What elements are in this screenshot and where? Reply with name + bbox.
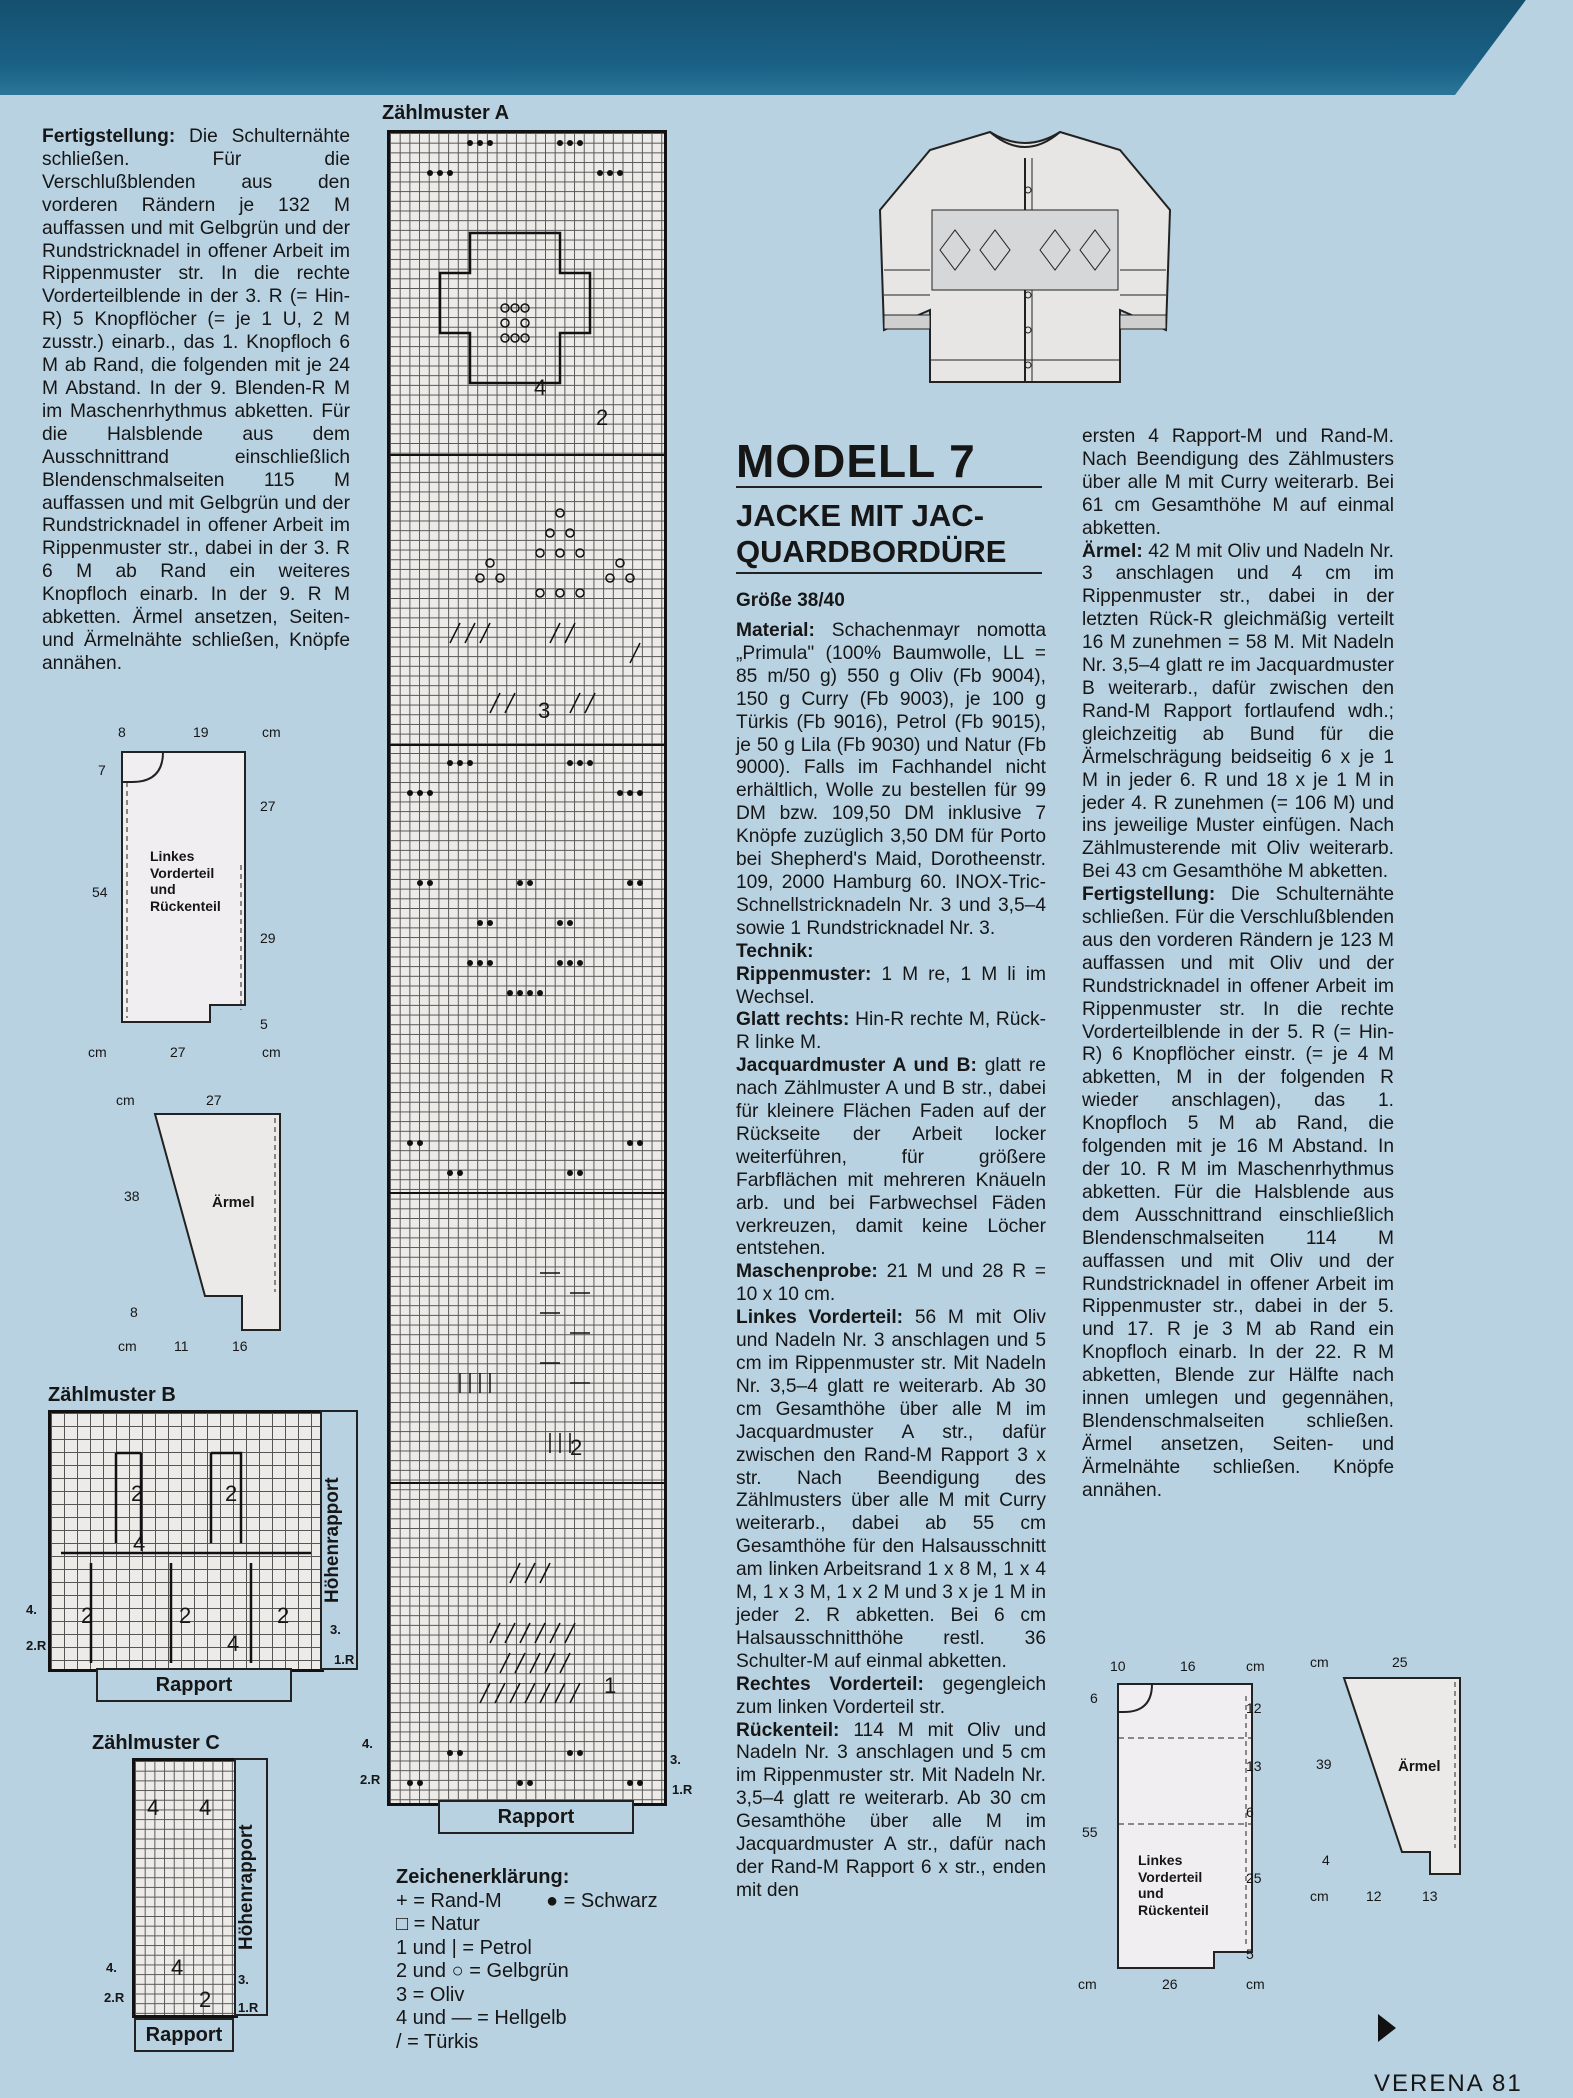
dim-cm-top: cm <box>262 724 281 740</box>
dim-cm-tr: cm <box>1246 1658 1265 1674</box>
glatt-text: Hin-R rechte M, Rück-R linke M. <box>736 1009 1046 1054</box>
chart-a-number: 2 <box>570 1435 583 1460</box>
dim-8-sleeve: 8 <box>130 1304 138 1320</box>
dim-8: 8 <box>118 724 126 740</box>
back-heading: Rückenteil: <box>736 1719 840 1741</box>
label-linkes: Linkes <box>150 848 195 864</box>
finishing-text: Die Schulternähte schließen. Für die Verschlußblenden aus den vorderen Rändern je 123 M auffassen und mit Oliv und der Rundstricknadel in offener Arbeit im Rippenmuster str. In die rechte Vorderteilblende in der 5. R (= Hin-R) 6 Knopflöcher einstr. (= je 4 M abketten, M in der folgenden R wieder anschlagen), das 1. Knopfloch 5 M ab Rand, die folgenden mit je 16 M Abstand. In der 10. R M im Maschenrhythmus abketten. Für die Halsblende aus dem Ausschnittrand einschließlich Blendenschmalseiten 114 M auffassen und mit Oliv und der Rundstricknadel in offener Arbeit im Rippenmuster str., dabei in der 5. und 17. R je 3 M ab Rand ein Knopfloch einarb. In der 22. R M abketten, Blende zur Hälfte nach innen umlegen und gegennähen, Blendenschmalseiten schließen. Ärmel ansetzen, Seiten- und Ärmelnähte schließen. Knöpfe annähen. <box>1082 884 1394 1501</box>
label-und-r: und <box>1138 1885 1164 1901</box>
article-subtitle-line2: QUARDBORDÜRE <box>736 534 1007 569</box>
chart-b-row-3: 3. <box>330 1622 341 1637</box>
back-text: 114 M mit Oliv und Nadeln Nr. 3 anschlagen und 5 cm im Rippenmuster str. Mit Nadeln Nr. 3,5–4 glatt re weiterarb. Ab 30 cm Gesamthöhe über alle M im Jacquardmuster A str., dafür nach der Rand-M Rapport 6 x str., enden mit den <box>736 1719 1046 1901</box>
left-finishing-heading: Fertigstellung: <box>42 126 176 147</box>
article-subtitle <box>736 498 1042 574</box>
right-front-heading: Rechtes Vorderteil: <box>736 1673 924 1695</box>
article-column-2 <box>1082 426 1394 1503</box>
dim-10: 10 <box>1110 1658 1126 1674</box>
chart-a-motif <box>390 133 664 1803</box>
dim-25: 25 <box>1246 1870 1262 1886</box>
legend-item: □ = Natur <box>396 1913 480 1935</box>
chart-c-number: 4 <box>147 1795 160 1820</box>
dim-cm-brb: cm <box>1078 1976 1097 1992</box>
right-sleeve-label: Ärmel <box>1398 1758 1441 1775</box>
chart-c-row-2r: 2.R <box>104 1990 125 2005</box>
chart-b-grid <box>48 1410 324 1672</box>
footer-page: 81 <box>1492 2070 1523 2097</box>
dim-7: 7 <box>98 762 106 778</box>
legend-item: ● = Schwarz <box>546 1889 658 1912</box>
chart-b-row-1r: 1.R <box>334 1652 355 1667</box>
chart-a-grid <box>387 130 667 1806</box>
left-sleeve-label: Ärmel <box>212 1194 255 1211</box>
chart-c-row-1r: 1.R <box>238 2000 259 2015</box>
back-text-cont: ersten 4 Rapport-M und Rand-M. Nach Beendigung des Zählmusters über alle M mit Curry weiterarb. Bei 61 cm Gesamthöhe M auf einmal abketten. <box>1082 426 1394 539</box>
dim-cm-sleeve-b: cm <box>118 1338 137 1354</box>
dim-16r: 16 <box>1180 1658 1196 1674</box>
chart-a-row-4: 4. <box>362 1736 373 1751</box>
chart-b-title: Zählmuster B <box>48 1384 176 1406</box>
gauge-heading: Maschenprobe: <box>736 1261 878 1283</box>
dim-cm-rsb: cm <box>1310 1888 1329 1904</box>
label-vorderteil-r: Vorderteil <box>1138 1868 1203 1885</box>
chart-b-number: 2 <box>179 1603 192 1628</box>
dim-13s: 13 <box>1422 1888 1438 1904</box>
legend-title: Zeichenerklärung: <box>396 1866 570 1888</box>
dim-cm-rs: cm <box>1310 1654 1329 1670</box>
label-rueckenteil-r: Rückenteil <box>1138 1901 1209 1918</box>
chart-a-number: 3 <box>538 698 551 723</box>
chart-b-number: 4 <box>227 1631 240 1656</box>
chart-b-height-repeat: Höhenrapport <box>320 1410 358 1670</box>
continue-arrow-icon <box>1378 2014 1396 2042</box>
legend-item: 2 und ○ = Gelbgrün <box>396 1960 569 1982</box>
chart-b-number: 4 <box>133 1531 146 1556</box>
dim-11: 11 <box>174 1338 189 1354</box>
article-size: Größe 38/40 <box>736 590 845 611</box>
dim-26: 26 <box>1162 1976 1178 1992</box>
legend-item: 3 = Oliv <box>396 1983 465 2006</box>
jacket-illustration <box>870 120 1180 390</box>
chart-a-row-2r: 2.R <box>360 1772 381 1787</box>
chart-c-row-4: 4. <box>106 1960 117 1975</box>
left-finishing-text <box>42 126 350 676</box>
chart-a-number: 2 <box>596 405 609 430</box>
article-title: MODELL 7 <box>736 436 1042 488</box>
right-body-label <box>1138 1852 1209 1918</box>
rippen-text: 1 M re, 1 M li im Wechsel. <box>736 963 1046 1008</box>
chart-b-row-4: 4. <box>26 1602 37 1617</box>
legend-item: / = Türkis <box>396 2030 479 2053</box>
chart-c-number: 4 <box>199 1795 212 1820</box>
jacquard-heading: Jacquardmuster A und B: <box>736 1055 977 1077</box>
dim-39: 39 <box>1316 1756 1332 1772</box>
chart-b-rapport: Rapport <box>96 1668 292 1702</box>
chart-b-number: 2 <box>81 1603 94 1628</box>
chart-b-row-2r: 2.R <box>26 1638 47 1653</box>
chart-b-number: 2 <box>277 1603 290 1628</box>
dim-27-sleeve: 27 <box>206 1092 222 1108</box>
material-heading: Material: <box>736 620 815 641</box>
dim-12s: 12 <box>1366 1888 1382 1904</box>
right-front-text: gegengleich zum linken Vorderteil str. <box>736 1673 1046 1718</box>
dim-27-bottom: 27 <box>170 1044 186 1060</box>
left-front-text: 56 M mit Oliv und Nadeln Nr. 3 anschlagen und 5 cm im Rippenmuster str. Mit Nadeln Nr. 3,5–4 glatt re weiterarb. Ab 30 cm Gesamthöhe über alle M im Jacquardmuster A str., dafür zwischen den Rand-M Rapport 3 x str. Nach Beendigung des Zählmusters über alle M mit Curry weiterarb., dabei ab 55 cm Gesamthöhe für den Halsausschnitt am linken Arbeitsrand 1 x 8 M, 1 x 4 M, 1 x 3 M, 1 x 2 M und 3 x je 1 M in jeder 2. R abketten. Bei 6 cm Halsausschnitthöhe restl. 36 Schulter-M auf einmal abketten. <box>736 1307 1046 1672</box>
dim-5r: 5 <box>1246 1946 1254 1962</box>
chart-b-number: 2 <box>225 1481 238 1506</box>
dim-6: 6 <box>1090 1690 1098 1706</box>
dim-4: 4 <box>1322 1852 1330 1868</box>
footer <box>1374 2070 1523 2098</box>
dim-27-right: 27 <box>260 798 276 814</box>
dim-16: 16 <box>232 1338 248 1354</box>
finishing-heading: Fertigstellung: <box>1082 884 1216 906</box>
technik-heading: Technik: <box>736 940 814 962</box>
article-column-1 <box>736 620 1046 1903</box>
label-rueckenteil: Rückenteil <box>150 897 221 914</box>
dim-5: 5 <box>260 1016 268 1032</box>
left-body-label <box>150 848 221 914</box>
chart-c-height-repeat: Höhenrapport <box>234 1758 268 2016</box>
legend-item: 4 und — = Hellgelb <box>396 2007 567 2029</box>
chart-c-rapport: Rapport <box>134 2018 234 2052</box>
label-vorderteil: Vorderteil <box>150 864 215 881</box>
dim-cm-br: cm <box>262 1044 281 1060</box>
chart-c-grid <box>132 1758 238 2018</box>
dim-19: 19 <box>193 724 209 740</box>
dim-55: 55 <box>1082 1824 1098 1840</box>
article-subtitle-line1: JACKE MIT JAC- <box>736 498 985 533</box>
dim-cm-brr: cm <box>1246 1976 1265 1992</box>
dim-25s: 25 <box>1392 1654 1408 1670</box>
footer-magazine: VERENA <box>1374 2070 1484 2097</box>
chart-c-row-3: 3. <box>238 1972 249 1987</box>
sleeve-text: 42 M mit Oliv und Nadeln Nr. 3 anschlagen und 4 cm im Rippenmuster str., dabei in der letzten Rück-R gleichmäßig verteilt 16 M zunehmen = 58 M. Mit Nadeln Nr. 3,5–4 glatt re im Jacquardmuster B weiterarb., dafür zwischen den Rand-M Rapport fortlaufend wdh.; gleichzeitig ab Bund für die Ärmelschrägung beidseitig 6 x je 1 M in jeder 6. R und 18 x je 1 M in jeder 4. R zunehmen (= 106 M) und ins jeweilige Muster einfügen. Nach Zählmusterende mit Oliv weiterarb. Bei 43 cm Gesamthöhe M abketten. <box>1082 540 1394 883</box>
left-front-heading: Linkes Vorderteil: <box>736 1307 904 1329</box>
legend <box>396 1866 696 2054</box>
dim-54: 54 <box>92 884 108 900</box>
dim-38: 38 <box>124 1188 140 1204</box>
glatt-heading: Glatt rechts: <box>736 1009 850 1031</box>
label-und: und <box>150 881 176 897</box>
jacquard-text: glatt re nach Zählmuster A und B str., dabei für kleinere Flächen Faden auf der Rückseite der Arbeit locker weiterführen, für größere Farbflächen mit mehreren Knäueln arb. und bei Farbwechsel Fäden verkreuzen, damit keine Löcher entstehen. <box>736 1055 1046 1260</box>
schematic-left-sleeve <box>120 1100 310 1340</box>
legend-item: 1 und | = Petrol <box>396 1936 532 1959</box>
chart-a-number: 1 <box>604 1673 617 1698</box>
chart-b-number: 2 <box>131 1481 144 1506</box>
dim-6r: 6 <box>1246 1804 1254 1820</box>
sleeve-heading: Ärmel: <box>1082 540 1143 562</box>
chart-c-number: 4 <box>171 1955 184 1980</box>
dim-cm-sleeve: cm <box>116 1092 135 1108</box>
chart-a-row-3: 3. <box>670 1752 681 1767</box>
dim-cm-bl: cm <box>88 1044 107 1060</box>
chart-a-row-1r: 1.R <box>672 1782 693 1797</box>
chart-a-rapport: Rapport <box>438 1800 634 1834</box>
dim-29: 29 <box>260 930 276 946</box>
left-finishing-body: Die Schulternähte schließen. Für die Verschlußblenden aus den vorderen Rändern je 132 M auffassen und mit Gelbgrün und der Rundstricknadel in offener Arbeit im Rippenmuster str. In die rechte Vorderteilblende in der 3. R (= Hin-R) 5 Knopflöcher (= je 1 U, 2 M zusstr.) einarb., das 1. Knopfloch 6 M ab Rand, die folgenden mit je 24 M Abstand. In der 9. Blenden-R M im Maschenrhythmus abketten. Für die Halsblende aus dem Ausschnittrand einschließlich Blendenschmalseiten 115 M auffassen und mit Gelbgrün und der Rundstricknadel in offener Arbeit im Rippenmuster str., dabei in der 3. R 6 M ab Rand ein weiteres Knopfloch einarb. In der 9. R M abketten. Ärmel ansetzen, Seiten- und Ärmelnähte schließen, Knöpfe annähen. <box>42 126 350 674</box>
chart-c-title: Zählmuster C <box>92 1732 220 1754</box>
rippen-heading: Rippenmuster: <box>736 963 872 985</box>
dim-13: 13 <box>1246 1758 1262 1774</box>
material-text: Schachenmayr nomotta „Primula" (100% Baumwolle, LL = 85 m/50 g) 550 g Oliv (Fb 9004), 150 g Curry (Fb 9003), je 100 g Türkis (Fb 9016), Petrol (Fb 9015), je 50 g Lila (Fb 9030) und Natur (Fb 9000). Falls im Fachhandel nicht erhältlich, Wolle zu bestellen für 99 DM bzw. 109,50 DM inklusive 7 Knöpfe zuzüglich 3,50 DM für Porto bei Shepherd's Maid, Dorotheenstr. 109, 2000 Hamburg 60. INOX-Tric-Schnellstricknadeln Nr. 3 und 3,5–4 sowie 1 Rundstricknadel Nr. 3. <box>736 620 1046 939</box>
chart-a-title: Zählmuster A <box>382 102 510 124</box>
chart-b-motif <box>51 1413 321 1669</box>
chart-a-number: 4 <box>534 375 547 400</box>
dim-12: 12 <box>1246 1700 1262 1716</box>
gauge-text: 21 M und 28 R = 10 x 10 cm. <box>736 1261 1046 1306</box>
legend-item: + = Rand-M <box>396 1889 502 1912</box>
header-band <box>0 0 1573 95</box>
chart-c-number: 2 <box>199 1987 212 2012</box>
label-linkes-r: Linkes <box>1138 1852 1183 1868</box>
